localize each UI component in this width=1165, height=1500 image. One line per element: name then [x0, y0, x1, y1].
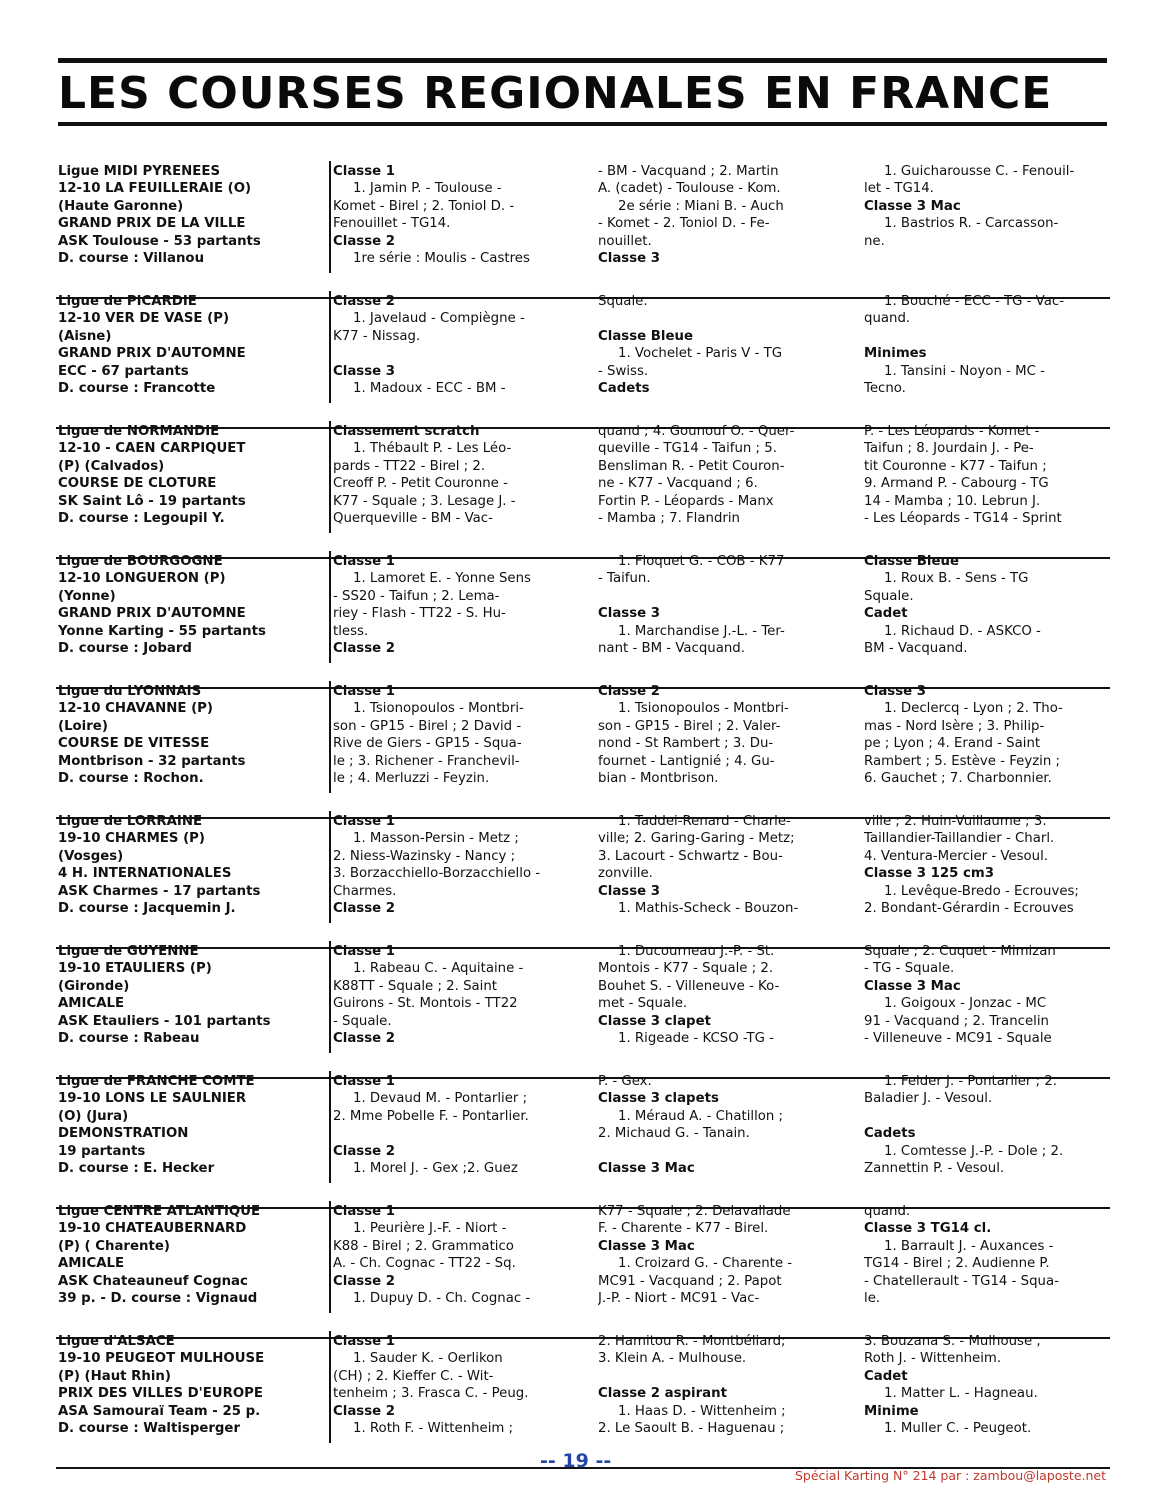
result-line: Bensliman R. - Petit Couron-	[598, 458, 785, 474]
race-info-line: ASK Charmes - 17 partants	[58, 883, 261, 899]
result-line: pards - TT22 - Birel ; 2.	[333, 458, 486, 474]
result-line: 1. Bastrios R. - Carcasson-	[884, 216, 1059, 232]
result-line	[598, 310, 843, 327]
result-line: ne.	[864, 233, 885, 249]
result-line: 1. Comtesse J.-P. - Dole ; 2.	[884, 1143, 1064, 1159]
class-heading: Classe 1	[333, 164, 396, 179]
result-line: 1. Muller C. - Peugeot.	[884, 1420, 1032, 1436]
class-heading: Classe 3 Mac	[864, 978, 961, 994]
result-line: Squale.	[864, 588, 914, 604]
race-block	[56, 683, 1110, 811]
result-line: ville ; 2. Huin-Vuillaume ; 3.	[864, 814, 1047, 829]
result-line: K88 - Birel ; 2. Grammatico	[333, 1238, 514, 1254]
result-line: 2e série : Miani B. - Auch	[618, 198, 784, 214]
result-line: 2. Bondant-Gérardin - Ecrouves	[864, 900, 1074, 916]
class-heading: Classe 3 TG14 cl.	[864, 1221, 992, 1237]
race-info-line: (P) ( Charente)	[58, 1238, 170, 1254]
results-column	[864, 293, 1109, 397]
result-line: 3. Bouzana S. - Mulhouse ,	[864, 1334, 1041, 1349]
result-line: Rambert ; 5. Estève - Feyzin ;	[864, 753, 1060, 769]
race-info-line: 19-10 LONS LE SAULNIER	[58, 1091, 247, 1107]
result-line: - Villeneuve - MC91 - Squale	[864, 1030, 1052, 1046]
race-info-line: COURSE DE CLOTURE	[58, 476, 217, 492]
class-heading: Cadet	[864, 606, 908, 622]
race-info-line: (O) (Jura)	[58, 1108, 129, 1124]
result-line: Tecno.	[864, 380, 906, 396]
result-line: le.	[864, 1290, 881, 1306]
result-line: 1. Levêque-Bredo - Ecrouves;	[884, 883, 1079, 899]
result-line: 3. Lacourt - Schwartz - Bou-	[598, 848, 783, 864]
result-line: tless.	[333, 623, 369, 639]
results-column	[598, 813, 843, 917]
result-line: 1. Madoux - ECC - BM -	[353, 380, 506, 396]
result-line: 1. Vochelet - Paris V - TG	[618, 346, 783, 362]
race-block	[56, 293, 1110, 421]
result-line: (CH) ; 2. Kieffer C. - Wit-	[333, 1368, 494, 1384]
result-line: 1. Morel J. - Gex ;2. Guez	[353, 1160, 518, 1176]
race-info	[58, 293, 303, 397]
race-block	[56, 1073, 1110, 1201]
result-line: Creoff P. - Petit Couronne -	[333, 476, 508, 492]
race-info-line: 12-10 - CAEN CARPIQUET	[58, 441, 246, 457]
class-heading: Cadets	[598, 380, 650, 396]
results-column	[329, 941, 581, 1053]
result-line: TG14 - Birel ; 2. Audienne P.	[864, 1256, 1050, 1272]
race-info-line: Ligue de PICARDIE	[58, 294, 197, 309]
result-line	[598, 1143, 843, 1160]
class-heading: Classe 3 125 cm3	[864, 866, 995, 882]
result-line: Querqueville - BM - Vac-	[333, 510, 493, 526]
result-line: A. (cadet) - Toulouse - Kom.	[598, 181, 781, 197]
results-column	[598, 683, 843, 787]
result-line: Charmes.	[333, 883, 397, 899]
race-block	[56, 553, 1110, 681]
race-info-line: (Gironde)	[58, 978, 130, 994]
class-heading: Classe Bleue	[598, 328, 693, 344]
race-info-line: 19-10 PEUGEOT MULHOUSE	[58, 1351, 265, 1367]
title-bottom-rule	[58, 122, 1107, 126]
result-line: 91 - Vacquand ; 2. Trancelin	[864, 1013, 1049, 1029]
class-heading: Minimes	[864, 346, 927, 362]
class-heading: Classe 3	[333, 363, 396, 379]
result-line: 2. Le Saoult B. - Haguenau ;	[598, 1420, 785, 1436]
result-line	[333, 345, 581, 362]
race-info-line: D. course : Rochon.	[58, 770, 204, 786]
race-info-line: Yonne Karting - 55 partants	[58, 623, 266, 639]
race-info-line: (Aisne)	[58, 328, 112, 344]
race-info	[58, 553, 303, 657]
result-line: P. - Les Léopards - Komet -	[864, 424, 1040, 439]
class-heading: Classe 1	[333, 944, 396, 959]
class-heading: Classe 2	[333, 294, 396, 309]
race-info-line: ASK Etauliers - 101 partants	[58, 1013, 271, 1029]
result-line: - BM - Vacquand ; 2. Martin	[598, 164, 779, 179]
result-line: 1. Devaud M. - Pontarlier ;	[353, 1091, 528, 1107]
result-line: 1. Rabeau C. - Aquitaine -	[353, 961, 524, 977]
race-info	[58, 943, 303, 1047]
result-line: 14 - Mamba ; 10. Lebrun J.	[864, 493, 1041, 509]
result-line: 1. Declercq - Lyon ; 2. Tho-	[884, 701, 1063, 717]
race-info	[58, 1073, 303, 1177]
class-heading: Classe 1	[333, 1074, 396, 1089]
race-info-line: 12-10 VER DE VASE (P)	[58, 311, 230, 327]
class-heading: Classe 2	[598, 684, 661, 699]
results-column	[598, 293, 843, 397]
result-line: le ; 4. Merluzzi - Feyzin.	[333, 770, 490, 786]
result-line: 1. Masson-Persin - Metz ;	[353, 831, 519, 847]
results-column	[329, 551, 581, 663]
result-line: 2. Michaud G. - Tanain.	[598, 1126, 750, 1142]
race-info-line: Ligue de LORRAINE	[58, 814, 203, 829]
class-heading: Classe 2	[333, 900, 396, 916]
result-line: Komet - Birel ; 2. Toniol D. -	[333, 198, 515, 214]
page-number: -- 19 --	[540, 1450, 612, 1472]
result-line: 1. Guicharousse C. - Fenouil-	[884, 164, 1075, 179]
race-info	[58, 163, 303, 267]
result-line: fournet - Lantignié ; 4. Gu-	[598, 753, 775, 769]
result-line	[598, 588, 843, 605]
result-line: tit Couronne - K77 - Taifun ;	[864, 458, 1047, 474]
race-info-line: COURSE DE VITESSE	[58, 736, 210, 752]
result-line: le ; 3. Richener - Franchevil-	[333, 753, 520, 769]
result-line: - SS20 - Taifun ; 2. Lema-	[333, 588, 500, 604]
class-heading: Classe 3	[598, 250, 661, 266]
race-info-line: (Loire)	[58, 718, 108, 734]
result-line: Roth J. - Wittenheim.	[864, 1351, 1002, 1367]
race-info	[58, 683, 303, 787]
race-info-line: Ligue MIDI PYRENEES	[58, 164, 221, 179]
result-line: 1re série : Moulis - Castres	[353, 250, 530, 266]
result-line: Zannettin P. - Vesoul.	[864, 1160, 1005, 1176]
result-line: K77 - Squale ; 3. Lesage J. -	[333, 493, 516, 509]
results-column	[598, 423, 843, 527]
race-info-line: 12-10 LONGUERON (P)	[58, 571, 226, 587]
race-info-line: Ligue de NORMANDIE	[58, 424, 220, 439]
result-line: 1. Felder J. - Pontarlier ; 2.	[884, 1074, 1058, 1089]
results-column	[329, 161, 581, 273]
race-info-line: D. course : Rabeau	[58, 1030, 200, 1046]
results-column	[329, 421, 581, 533]
race-info-line: AMICALE	[58, 996, 125, 1012]
results-column	[329, 1201, 581, 1313]
result-line: - Taifun.	[598, 571, 651, 587]
result-line: Fortin P. - Léopards - Manx	[598, 493, 774, 509]
results-column	[598, 1333, 843, 1437]
result-line: 1. Roth F. - Wittenheim ;	[353, 1420, 514, 1436]
result-line: quand.	[864, 1204, 911, 1219]
race-info-line: ASK Toulouse - 53 partants	[58, 233, 261, 249]
result-line: ville; 2. Garing-Garing - Metz;	[598, 831, 795, 847]
race-info-line: ASK Chateauneuf Cognac	[58, 1273, 248, 1289]
results-column	[329, 1071, 581, 1183]
result-line	[333, 1125, 581, 1142]
class-heading: Classe 3 Mac	[864, 198, 961, 214]
result-line: 1. Mathis-Scheck - Bouzon-	[618, 900, 799, 916]
result-line: 9. Armand P. - Cabourg - TG	[864, 476, 1049, 492]
result-line: pe ; Lyon ; 4. Erand - Saint	[864, 736, 1041, 752]
class-heading: Classe 1	[333, 814, 396, 829]
result-line: 1. Richaud D. - ASKCO -	[884, 623, 1041, 639]
result-line: 1. Lamoret E. - Yonne Sens	[353, 571, 531, 587]
class-heading: Classe 1	[333, 1204, 396, 1219]
result-line: 1. Croizard G. - Charente -	[618, 1256, 793, 1272]
race-info-line: GRAND PRIX DE LA VILLE	[58, 216, 246, 232]
race-info-line: (Vosges)	[58, 848, 124, 864]
result-line: 1. Thébault P. - Les Léo-	[353, 441, 512, 457]
race-info-line: 19 partants	[58, 1143, 146, 1159]
result-line: let - TG14.	[864, 181, 934, 197]
race-info-line: DEMONSTRATION	[58, 1126, 189, 1142]
result-line: - Komet - 2. Toniol D. - Fe-	[598, 216, 770, 232]
results-column	[864, 1073, 1109, 1177]
class-heading: Classe 2	[333, 1143, 396, 1159]
result-line: 1. Matter L. - Hagneau.	[884, 1386, 1038, 1402]
results-column	[598, 943, 843, 1047]
result-line: 1. Tansini - Noyon - MC -	[884, 363, 1045, 379]
race-info-line: D. course : Jobard	[58, 640, 192, 656]
result-line: 1. Méraud A. - Chatillon ;	[618, 1108, 784, 1124]
results-column	[329, 1331, 581, 1443]
result-line: 1. Marchandise J.-L. - Ter-	[618, 623, 785, 639]
class-heading: Classe 1	[333, 554, 396, 569]
class-heading: Classement scratch	[333, 424, 480, 439]
result-line: - Swiss.	[598, 363, 649, 379]
race-info-line: Montbrison - 32 partants	[58, 753, 246, 769]
result-line: - TG - Squale.	[864, 961, 955, 977]
result-line: BM - Vacquand.	[864, 640, 968, 656]
race-info	[58, 813, 303, 917]
class-heading: Classe 2	[333, 640, 396, 656]
result-line: - Chatellerault - TG14 - Squa-	[864, 1273, 1059, 1289]
results-column	[864, 1333, 1109, 1437]
result-line: P. - Gex.	[598, 1074, 652, 1089]
race-info-line: GRAND PRIX D'AUTOMNE	[58, 346, 246, 362]
race-info-line: 19-10 CHATEAUBERNARD	[58, 1221, 247, 1237]
result-line: Baladier J. - Vesoul.	[864, 1091, 993, 1107]
result-line: 4. Ventura-Mercier - Vesoul.	[864, 848, 1049, 864]
result-line: nouillet.	[598, 233, 652, 249]
race-info-line: Ligue d'ALSACE	[58, 1334, 175, 1349]
result-line: 3. Klein A. - Mulhouse.	[598, 1351, 747, 1367]
result-line: K88TT - Squale ; 2. Saint	[333, 978, 498, 994]
result-line: Montois - K77 - Squale ; 2.	[598, 961, 774, 977]
race-info-line: 12-10 CHAVANNE (P)	[58, 701, 213, 717]
race-block	[56, 1203, 1110, 1331]
race-info-line: 19-10 CHARMES (P)	[58, 831, 205, 847]
result-line: 1. Taddei-Renard - Charle-	[618, 814, 791, 829]
race-info-line: PRIX DES VILLES D'EUROPE	[58, 1386, 263, 1402]
class-heading: Cadets	[864, 1126, 916, 1142]
result-line: Guirons - St. Montois - TT22	[333, 996, 518, 1012]
result-line: Rive de Giers - GP15 - Squa-	[333, 736, 522, 752]
race-block	[56, 423, 1110, 551]
result-line: son - GP15 - Birel ; 2. Valer-	[598, 718, 781, 734]
result-line: met - Squale.	[598, 996, 688, 1012]
result-line: MC91 - Vacquand ; 2. Papot	[598, 1273, 782, 1289]
class-heading: Classe 3	[598, 883, 661, 899]
result-line: 1. Roux B. - Sens - TG	[884, 571, 1029, 587]
race-info-line: GRAND PRIX D'AUTOMNE	[58, 606, 246, 622]
result-line: 3. Borzacchiello-Borzacchiello -	[333, 866, 541, 882]
race-info-line: Ligue du LYONNAIS	[58, 684, 202, 699]
result-line: son - GP15 - Birel ; 2 David -	[333, 718, 522, 734]
race-info-line: (Haute Garonne)	[58, 198, 184, 214]
results-column	[864, 423, 1109, 527]
results-column	[598, 1073, 843, 1177]
result-line: Squale.	[598, 294, 648, 309]
race-info-line: 12-10 LA FEUILLERAIE (O)	[58, 181, 252, 197]
race-info-line: AMICALE	[58, 1256, 125, 1272]
class-heading: Classe 2	[333, 1273, 396, 1289]
class-heading: Classe 3	[598, 606, 661, 622]
race-info-line: Ligue CENTRE ATLANTIQUE	[58, 1204, 261, 1219]
footer-credit: Spécial Karting N° 214 par : zambou@laposte.net	[795, 1468, 1106, 1483]
result-line: 1. Tsionopoulos - Montbri-	[353, 701, 524, 717]
class-heading: Cadet	[864, 1368, 908, 1384]
result-line: F. - Charente - K77 - Birel.	[598, 1221, 769, 1237]
result-line	[864, 328, 1109, 345]
result-line: queville - TG14 - Taifun ; 5.	[598, 441, 777, 457]
result-line: 1. Rigeade - KCSO -TG -	[618, 1030, 774, 1046]
results-column	[598, 163, 843, 267]
race-info-line: (P) (Haut Rhin)	[58, 1368, 171, 1384]
results-column	[598, 553, 843, 657]
page-title: LES COURSES REGIONALES EN FRANCE	[58, 68, 1053, 119]
race-info	[58, 1203, 303, 1307]
results-column	[864, 943, 1109, 1047]
class-heading: Minime	[864, 1403, 919, 1419]
race-info-line: Ligue de GUYENNE	[58, 944, 199, 959]
result-line: 1. Tsionopoulos - Montbri-	[618, 701, 789, 717]
results-column	[864, 683, 1109, 787]
race-info-line: ECC - 67 partants	[58, 363, 189, 379]
result-line: 2. Niess-Wazinsky - Nancy ;	[333, 848, 516, 864]
results-column	[864, 813, 1109, 917]
race-info-line: D. course : E. Hecker	[58, 1160, 215, 1176]
class-heading: Classe 1	[333, 684, 396, 699]
race-block	[56, 943, 1110, 1071]
result-line: Taillandier-Taillandier - Charl.	[864, 831, 1055, 847]
race-info-line: SK Saint Lô - 19 partants	[58, 493, 246, 509]
race-block	[56, 1333, 1110, 1461]
result-line: Fenouillet - TG14.	[333, 216, 451, 232]
result-line: quand.	[864, 311, 911, 327]
race-info-line: 39 p. - D. course : Vignaud	[58, 1290, 258, 1306]
result-line: 1. Barrault J. - Auxances -	[884, 1238, 1054, 1254]
race-info-line: Ligue de BOURGOGNE	[58, 554, 223, 569]
class-heading: Classe 1	[333, 1334, 396, 1349]
result-line: Squale ; 2. Cuquet - Mimizan	[864, 944, 1056, 959]
race-info-line: ASA Samouraï Team - 25 p.	[58, 1403, 261, 1419]
result-line: A. - Ch. Cognac - TT22 - Sq.	[333, 1256, 516, 1272]
result-line: 1. Javelaud - Compiègne -	[353, 311, 525, 327]
result-line: bian - Montbrison.	[598, 770, 719, 786]
class-heading: Classe 2	[333, 233, 396, 249]
result-line: J.-P. - Niort - MC91 - Vac-	[598, 1290, 760, 1306]
result-line: 1. Dupuy D. - Ch. Cognac -	[353, 1290, 531, 1306]
race-info-line: D. course : Waltisperger	[58, 1420, 241, 1436]
results-column	[329, 291, 581, 403]
result-line: 6. Gauchet ; 7. Charbonnier.	[864, 770, 1052, 786]
result-line: zonville.	[598, 866, 653, 882]
race-info-line: D. course : Francotte	[58, 380, 216, 396]
result-line: Taifun ; 8. Jourdain J. - Pe-	[864, 441, 1034, 457]
result-line: tenheim ; 3. Frasca C. - Peug.	[333, 1386, 529, 1402]
race-info	[58, 1333, 303, 1437]
race-info	[58, 423, 303, 527]
result-line: 2. Hamitou R. - Montbéliard;	[598, 1334, 786, 1349]
result-line: K77 - Squale ; 2. Delavallade	[598, 1204, 791, 1219]
result-line: - Les Léopards - TG14 - Sprint	[864, 510, 1062, 526]
result-line	[598, 1368, 843, 1385]
result-line: nant - BM - Vacquand.	[598, 640, 745, 656]
result-line: 2. Mme Pobelle F. - Pontarlier.	[333, 1108, 529, 1124]
result-line: quand ; 4. Gounouf O. - Quer-	[598, 424, 795, 439]
results-column	[598, 1203, 843, 1307]
race-block	[56, 813, 1110, 941]
class-heading: Classe 3 Mac	[598, 1238, 695, 1254]
result-line: K77 - Nissag.	[333, 328, 421, 344]
class-heading: Classe 2 aspirant	[598, 1386, 727, 1402]
result-line: 1. Goigoux - Jonzac - MC	[884, 996, 1047, 1012]
result-line: - Squale.	[333, 1013, 392, 1029]
results-column	[864, 1203, 1109, 1307]
results-column	[864, 553, 1109, 657]
result-line: 1. Jamin P. - Toulouse -	[353, 181, 502, 197]
race-info-line: D. course : Legoupil Y.	[58, 510, 225, 526]
result-line: 1. Floquet G. - COB - K77	[618, 554, 785, 569]
class-heading: Classe 2	[333, 1403, 396, 1419]
class-heading: Classe 3 clapets	[598, 1091, 719, 1107]
result-line: Bouhet S. - Villeneuve - Ko-	[598, 978, 780, 994]
race-info-line: 4 H. INTERNATIONALES	[58, 866, 232, 882]
result-line: 1. Ducourneau J.-P. - St.	[618, 944, 775, 959]
race-info-line: Ligue de FRANCHE COMTE	[58, 1074, 255, 1089]
race-info-line: D. course : Villanou	[58, 250, 205, 266]
result-line: nond - St Rambert ; 3. Du-	[598, 736, 774, 752]
result-line: - Mamba ; 7. Flandrin	[598, 510, 740, 526]
class-heading: Classe 3	[864, 684, 927, 699]
race-info-line: (Yonne)	[58, 588, 116, 604]
class-heading: Classe 3 clapet	[598, 1013, 711, 1029]
class-heading: Classe Bleue	[864, 554, 959, 569]
race-info-line: 19-10 ETAULIERS (P)	[58, 961, 212, 977]
race-info-line: (P) (Calvados)	[58, 458, 165, 474]
class-heading: Classe 3 Mac	[598, 1160, 695, 1176]
result-line: 1. Haas D. - Wittenheim ;	[618, 1403, 786, 1419]
result-line: ne - K77 - Vacquand ; 6.	[598, 476, 758, 492]
result-line: mas - Nord Isère ; 3. Philip-	[864, 718, 1045, 734]
title-top-rule	[58, 58, 1107, 63]
result-line: 1. Sauder K. - Oerlikon	[353, 1351, 503, 1367]
results-column	[864, 163, 1109, 250]
race-info-line: D. course : Jacquemin J.	[58, 900, 236, 916]
result-line: 1. Bouché - ECC - TG - Vac-	[884, 294, 1064, 309]
results-column	[329, 681, 581, 793]
results-column	[329, 811, 581, 923]
race-block	[56, 163, 1110, 291]
result-line: riey - Flash - TT22 - S. Hu-	[333, 606, 506, 622]
result-line	[864, 1108, 1109, 1125]
class-heading: Classe 2	[333, 1030, 396, 1046]
result-line: 1. Peurière J.-F. - Niort -	[353, 1221, 507, 1237]
